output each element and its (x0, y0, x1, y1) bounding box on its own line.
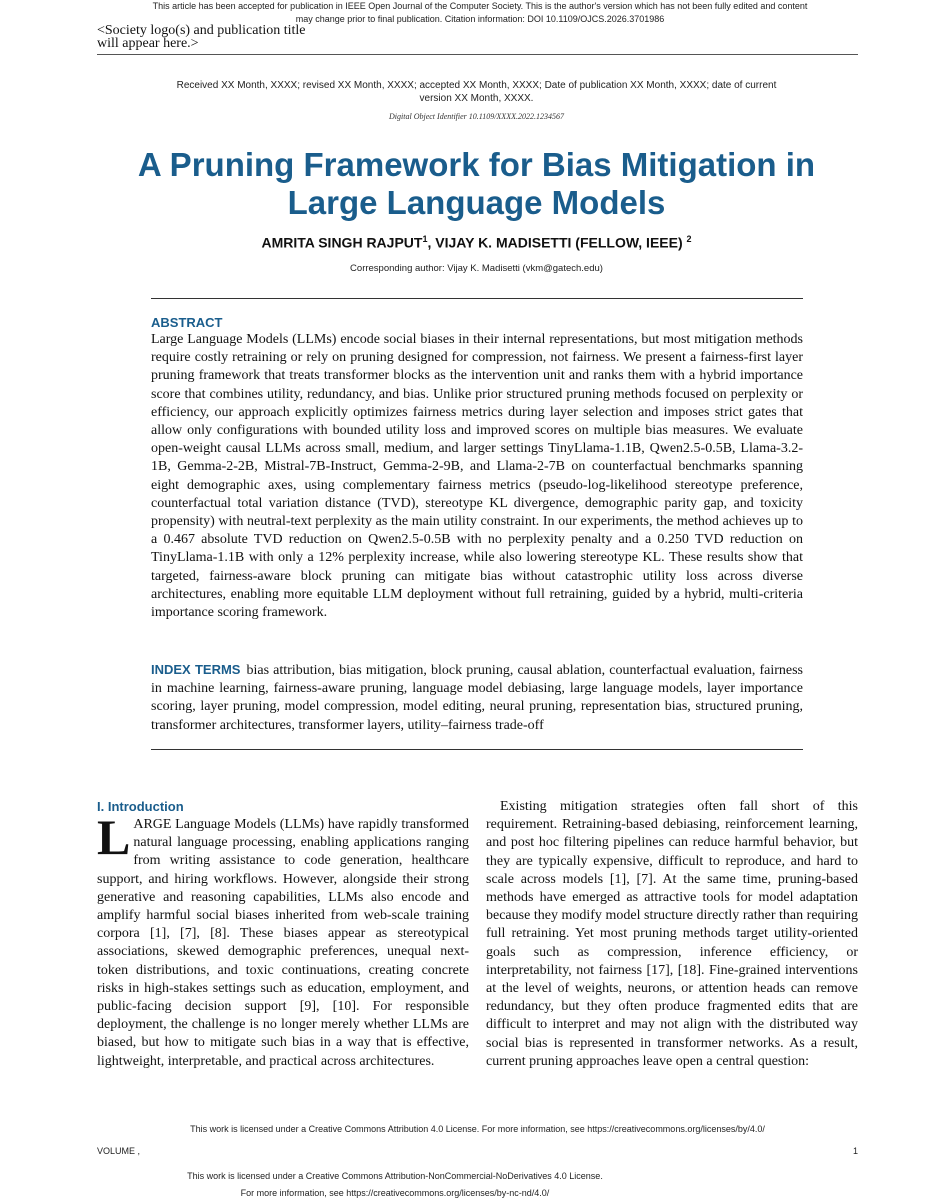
abstract-text: Large Language Models (LLMs) encode social biases in their internal representations, but most mitigation methods require costly retraining or rely on pruning designed for compression, not fairness. We present a fairness-first layer pruning framework that treats transformer blocks as the intervention unit and ranks them with a hybrid importance score that combines utility, redundancy, and bias. Unlike prior structured pruning methods focused on perplexity or efficiency, our approach explicitly optimizes fairness metrics during layer selection and imposes strict gates that allow only configurations with bounded utility loss and improved scores on multiple bias measures. We evaluate open-weight causal LLMs across small, medium, and larger settings TinyLlama-1.1B, Qwen2.5-0.5B, Llama-3.2-1B, Gemma-2-2B, Mistral-7B-Instruct, Gemma-2-9B, and Llama-2-7B on counterfactual benchmarks spanning eight demographic axes, using complementary fairness metrics (pseudo-log-likelihood stereotype preference, counterfactual total variation distance (TVD), stereotype KL divergence, demographic parity gap, and toxicity propensity) with neutral-text perplexity as the main utility constraint. In our experiments, the method achieves up to a 0.467 absolute TVD reduction on Qwen2.5-0.5B with no perplexity penalty and a 0.250 TVD reduction on TinyLlama-1.1B with only a 12% perplexity increase, while also lowering stereotype KL. These results show that targeted, fairness-aware block pruning can mitigate bias without catastrophic utility loss across diverse architectures, enabling more equitable LLM deployment without full retraining, guided by a hybrid, multi-criteria importance scoring framework. (151, 332, 803, 621)
intro-left-column (97, 809, 469, 1071)
abstract-top-rule (151, 298, 803, 299)
header-divider (97, 54, 858, 55)
author-name-2: VIJAY K. MADISETTI (FELLOW, IEEE) (435, 234, 683, 251)
license-notice-cc-by-nc-nd (150, 1168, 640, 1202)
author-separator: , (427, 234, 436, 251)
paper-title: A Pruning Framework for Bias Mitigation in Large Language Models (137, 146, 816, 221)
abstract-bottom-rule (151, 749, 803, 750)
intro-right-column: Existing mitigation strategies often fall short of this requirement. Retraining-based debiasing, reinforcement learning, and post hoc filtering pipelines can reduce harmful behavior, but they are typically expensive, difficult to reproduce, and hard to scale across models [1], [7]. At the same time, pruning-based methods have emerged as attractive tools for model adaptation because they modify model structure directly rather than requiring full retraining. Yet most pruning methods target utility-oriented goals such as compression, inference efficiency, or interpretability, not fairness [17], [18]. Fine-grained interventions at the level of weights, neurons, or attention heads can remove redundancy, but they often produce fragmented edits that are difficult to interpret and may not align with the distributed way social bias is represented in transformer networks. As a result, current pruning approaches leave open a central question: (486, 799, 858, 1069)
intro-left-text: ARGE Language Models (LLMs) have rapidly transformed natural language processing, enabling applications ranging from writing assistance to code generation, healthcare support, and hiring workflows. However, alongside their strong generative and reasoning capabilities, LLMs also encode and amplify harmful social biases inherited from web-scale training corpora [1], [7], [8]. These biases appear as stereotypical associations, skewed demographic preferences, unequal next-token distributions, and toxic continuations, creating concrete risks in high-stakes settings such as education, employment, and public-facing decision support [9], [10]. For responsible deployment, the challenge is no longer merely whether LLMs are biased, but how to mitigate such bias in a way that is effective, lightweight, interpretable, and practical across architectures. (97, 817, 469, 1069)
author-list (120, 234, 833, 251)
section-heading-introduction: I. Introduction (97, 799, 184, 814)
society-logo-placeholder: <Society logo(s) and publication title will appear here.> (97, 23, 306, 51)
license-line-1: This work is licensed under a Creative Commons Attribution-NonCommercial-NoDerivatives 4.0 License. (187, 1171, 603, 1181)
author-affiliation-2: 2 (686, 234, 692, 244)
index-terms-text: bias attribution, bias mitigation, block pruning, causal ablation, counterfactual evaluation, fairness in machine learning, fairness-aware pruning, language model debiasing, large language models, layer importance scoring, layer pruning, model compression, model editing, neural pruning, representation bias, structured pruning, transformer architectures, transformer layers, utility–fairness trade-off (151, 663, 803, 733)
drop-cap: L (97, 809, 131, 865)
page-number: 1 (852, 1146, 858, 1156)
license-notice-cc-by: This work is licensed under a Creative Commons Attribution 4.0 License. For more information, see https://creativecommons.org/licenses/by/4.0/ (190, 1124, 765, 1134)
index-terms-heading: INDEX TERMS (151, 662, 241, 677)
author-name-1: AMRITA SINGH RAJPUT (261, 234, 423, 251)
index-terms (151, 661, 803, 735)
received-dates: Received XX Month, XXXX; revised XX Month, XXXX; accepted XX Month, XXXX; Date of publication XX Month, XXXX; date of current version XX Month, XXXX. (176, 80, 777, 104)
volume-label: VOLUME , (97, 1146, 141, 1156)
doi-line: Digital Object Identifier 10.1109/XXXX.2022.1234567 (389, 112, 564, 121)
abstract-heading: ABSTRACT (151, 315, 223, 330)
corresponding-author: Corresponding author: Vijay K. Madisetti (vkm@gatech.edu) (350, 263, 603, 274)
license-line-2: For more information, see https://creativecommons.org/licenses/by-nc-nd/4.0/ (240, 1188, 550, 1198)
author-affiliation-1: 1 (422, 234, 428, 244)
top-acceptance-note: This article has been accepted for publication in IEEE Open Journal of the Computer Society. This is the author's version which has not been fully edited and content may change prior to final publication. Citation information: DOI 10.1109/OJCS.2026.3701986 (152, 1, 808, 24)
